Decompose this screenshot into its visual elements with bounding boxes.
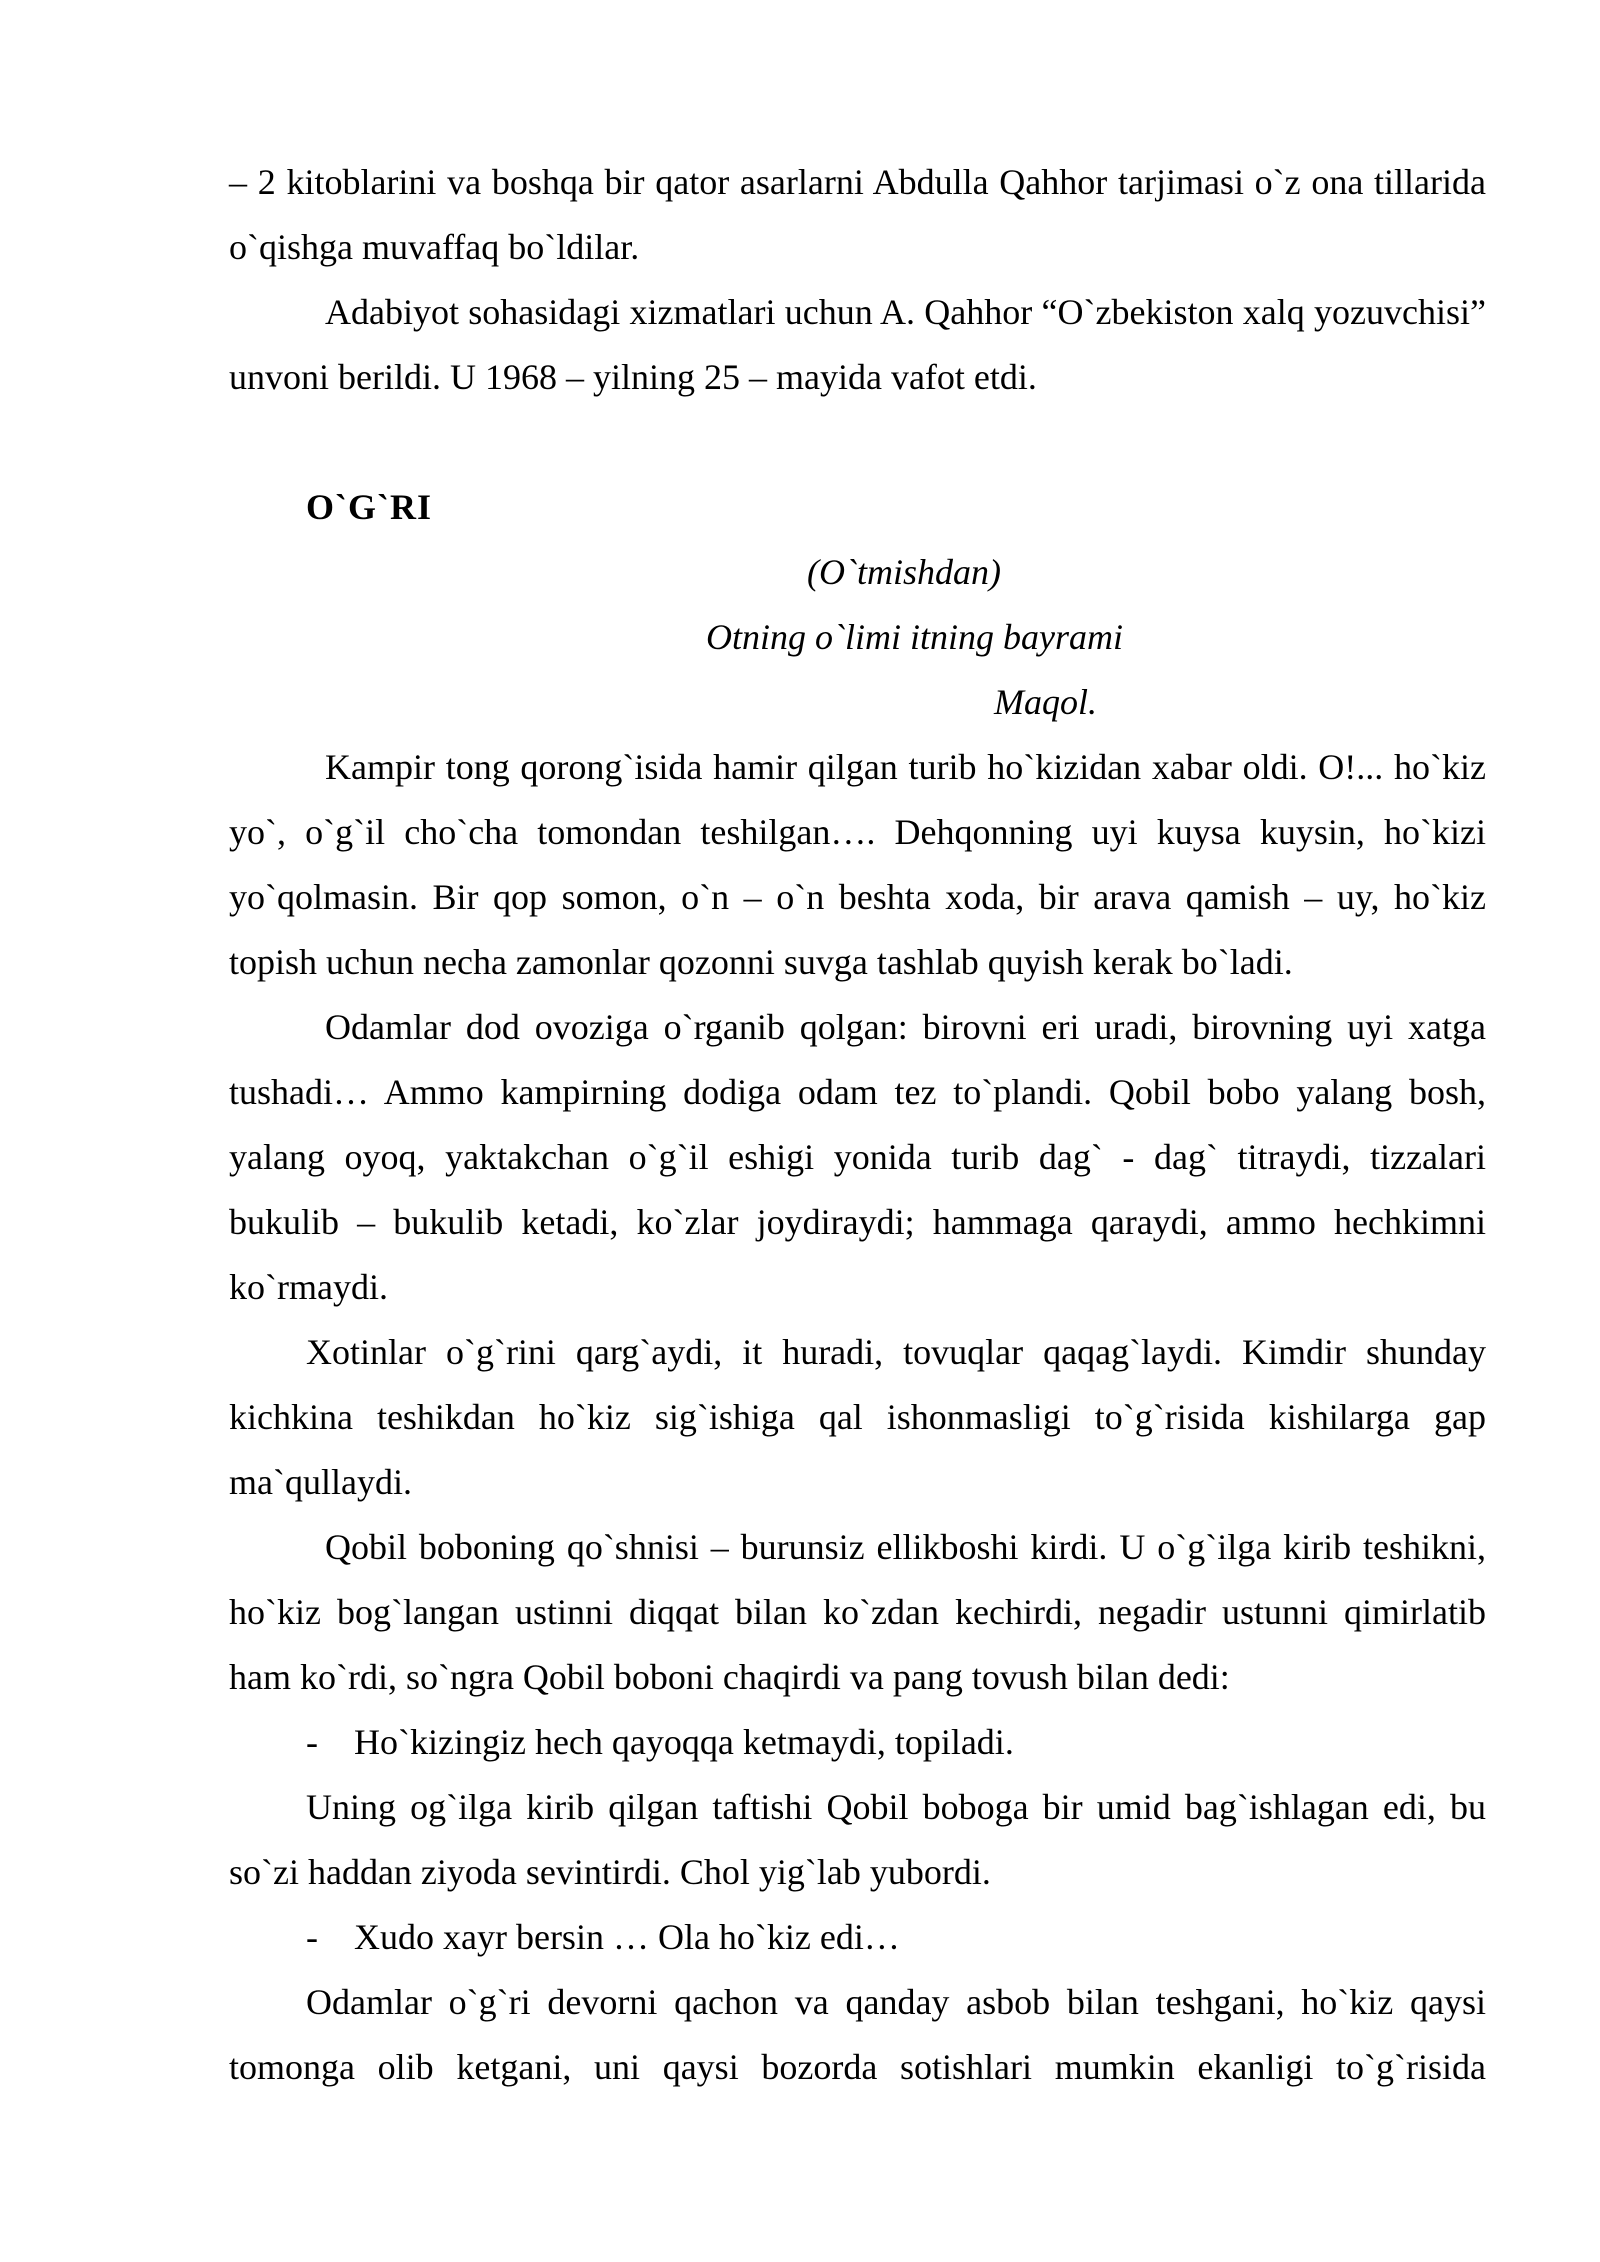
- dialogue-dash: -: [306, 1917, 318, 1957]
- paragraph-body-2: Odamlar dod ovoziga o`rganib qolgan: birovni eri uradi, birovning uyi xatga tushadi… Ammo kampirning dodiga odam tez to`plandi. Qobil bobo yalang bosh, yalang oyoq, yaktakchan o`g`il eshigi yonida turib dag` - dag` titraydi, tizzalari bukulib – bukulib ketadi, ko`zlar joydiraydi; hammaga qaraydi, ammo hechkimni ko`rmaydi.: [229, 1007, 1486, 1307]
- page-content: [229, 150, 1486, 2100]
- epigraph: Otning o`limi itning bayrami: [706, 617, 1123, 657]
- epigraph-source: Maqol.: [994, 682, 1097, 722]
- dialogue-line-1: [229, 1710, 1486, 1775]
- blank-line: [229, 410, 1486, 475]
- paragraph-author-award: Adabiyot sohasidagi xizmatlari uchun A. Qahhor “O`zbekiston xalq yozuvchisi” unvoni berildi. U 1968 – yilning 25 – mayida vafot etdi.: [229, 292, 1486, 397]
- dialogue-dash: -: [306, 1722, 318, 1762]
- paragraph-intro-continuation: – 2 kitoblarini va boshqa bir qator asarlarni Abdulla Qahhor tarjimasi o`z ona tillarida o`qishga muvaffaq bo`ldilar.: [229, 162, 1486, 267]
- paragraph-body-3: Xotinlar o`g`rini qarg`aydi, it huradi, tovuqlar qaqag`laydi. Kimdir shunday kichkina teshikdan ho`kiz sig`ishiga qal ishonmasligi to`g`risida kishilarga gap ma`qullaydi.: [229, 1332, 1486, 1502]
- story-subtitle: (O`tmishdan): [807, 552, 1001, 592]
- paragraph-body-4: Qobil boboning qo`shnisi – burunsiz ellikboshi kirdi. U o`g`ilga kirib teshikni, ho`kiz bog`langan ustinni diqqat bilan ko`zdan kechirdi, negadir ustunni qimirlatib ham ko`rdi, so`ngra Qobil boboni chaqirdi va pang tovush bilan dedi:: [229, 1527, 1486, 1697]
- paragraph-body-6: Odamlar o`g`ri devorni qachon va qanday asbob bilan teshgani, ho`kiz qaysi tomonga olib ketgani, uni qaysi bozorda sotishlari mumkin ekanligi to`g`risida: [229, 1982, 1486, 2087]
- dialogue-line-2: [229, 1905, 1486, 1970]
- paragraph-body-1: Kampir tong qorong`isida hamir qilgan turib ho`kizidan xabar oldi. O!... ho`kiz yo`, o`g`il cho`cha tomondan teshilgan…. Dehqonning uyi kuysa kuysin, ho`kizi yo`qolmasin. Bir qop somon, o`n – o`n beshta xoda, bir arava qamish – uy, ho`kiz topish uchun necha zamonlar qozonni suvga tashlab quyish kerak bo`ladi.: [229, 747, 1486, 982]
- story-title: O`G`RI: [306, 487, 432, 527]
- paragraph-body-5: Uning og`ilga kirib qilgan taftishi Qobil boboga bir umid bag`ishlagan edi, bu so`zi haddan ziyoda sevintirdi. Chol yig`lab yubordi.: [229, 1787, 1486, 1892]
- dialogue-text: Xudo xayr bersin … Ola ho`kiz edi…: [354, 1917, 900, 1957]
- dialogue-text: Ho`kizingiz hech qayoqqa ketmaydi, topiladi.: [354, 1722, 1014, 1762]
